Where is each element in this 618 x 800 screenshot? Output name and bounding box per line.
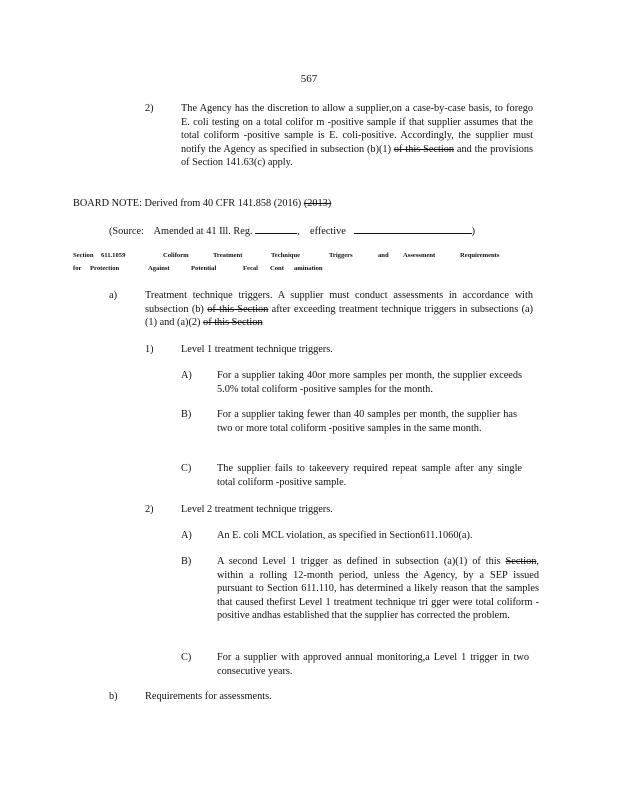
a2-A-label: A): [181, 530, 192, 541]
page-number: 567: [300, 73, 318, 85]
a1-heading: Level 1 treatment technique triggers.: [181, 344, 333, 355]
a1-C-label: C): [181, 463, 192, 474]
a1-label: 1): [145, 344, 154, 355]
a2-A-paragraph: An E. coli MCL violation, as specified in Section611.1060(a).: [217, 530, 473, 541]
subsection-b-heading: Requirements for assessments.: [145, 691, 272, 702]
a1-B-label: B): [181, 409, 192, 420]
board-note: BOARD NOTE: Derived from 40 CFR 141.858 (2016) (2013): [73, 198, 332, 209]
a1-A-label: A): [181, 370, 192, 381]
a1-C-paragraph: The supplier fails to takeevery required repeat sample after any single total coliform -positive sample.: [217, 463, 522, 488]
subsection-a-paragraph: Treatment technique triggers. A supplier must conduct assessments in accordance with subsection (b) of this Section after exceeding treatment technique triggers in subsections (a)(1) and (a)(2) of this Section: [145, 290, 533, 329]
a1-A-paragraph: For a supplier taking 40or more samples per month, the supplier exceeds 5.0% total coliform -positive samples for the month.: [217, 370, 522, 395]
item-2-paragraph: The Agency has the discretion to allow a supplier,on a case-by-case basis, to forego E. coli testing on a total colifor m -positive sample if that supplier assumes that the total coliform -positive sample is E. coli-positive. Accordingly, the supplier must notify the Agency as specified in subsection (b)(1) of this Section and the provisions of Section 141.63(c) apply.: [181, 103, 534, 169]
source-note: (Source: Amended at 41 Ill. Reg. , effective ): [109, 226, 476, 237]
a2-C-label: C): [181, 652, 192, 663]
a2-heading: Level 2 treatment technique triggers.: [181, 504, 333, 515]
document-page: 567 2) The Agency has the discretion to allow a supplier,on a case-by-case basis, to forego E. coli testing on a total colifor m -positive sample if that supplier assumes that the total coliform -positive sample is E. coli-positive. Accordingly, the supplier must notify the Agency as specified in subsection (b)(1) of this Section and the provisions of Section 141.63(c) apply. BOARD NOTE: Derived from 40 CFR 141.858 (2016) (2013) (Source: Amended at 41 Ill. Reg. , effective ) Section 611.1059 Coliform Treatment Technique Triggers and Assessment Requirements for Protection Against Potential Fecal Cont amination a) Treatment technique triggers. A supplier must conduct assessments in accordance with subsection (b) of this Section after exceeding treatment technique triggers in subsections (a)(1) and (a)(2) of this Section 1) Level 1 treatment technique triggers. A) For a supplier taking 40or more samples per month, the supplier exceeds 5.0% total coliform -positive samples for the month. B) For a supplier taking fewer than 40 samples per month, the supplier has two or more total coliform -positive samples in the same month. C) The supplier fails to takeevery required repeat sample after any single total coliform -positive sample. 2) Level 2 treatment technique triggers. A) An E. coli MCL violation, as specified in Section611.1060(a). B) A second Level 1 trigger as defined in subsection (a)(1) of this Section, within a rolling 12-month period, unless the Agency, by a SEP issued pursuant to Section 611.110, has determined a likely reason that the samples that caused thefirst Level 1 treatment technique tri gger were total coliform -positive andhas established that the supplier has corrected the problem. C) For a supplier with approved annual monitoring,a Level 1 trigger in two consecutive years. b) Requirements for assessments.: [0, 0, 618, 800]
item-2-label: 2): [145, 103, 154, 114]
a2-B-paragraph: A second Level 1 trigger as defined in subsection (a)(1) of this Section, within a rolling 12-month period, unless the Agency, by a SEP issued pursuant to Section 611.110, has determined a likely reason that the samples that caused thefirst Level 1 treatment technique tri gger were total coliform -positive andhas established that the supplier has corrected the problem.: [217, 556, 539, 622]
a2-label: 2): [145, 504, 154, 515]
subsection-b-label: b): [109, 691, 118, 702]
a1-B-paragraph: For a supplier taking fewer than 40 samples per month, the supplier has two or more total coliform -positive samples in the same month.: [217, 409, 517, 434]
subsection-a-label: a): [109, 290, 117, 301]
a2-B-label: B): [181, 556, 192, 567]
a2-C-paragraph: For a supplier with approved annual monitoring,a Level 1 trigger in two consecutive years.: [217, 652, 529, 677]
